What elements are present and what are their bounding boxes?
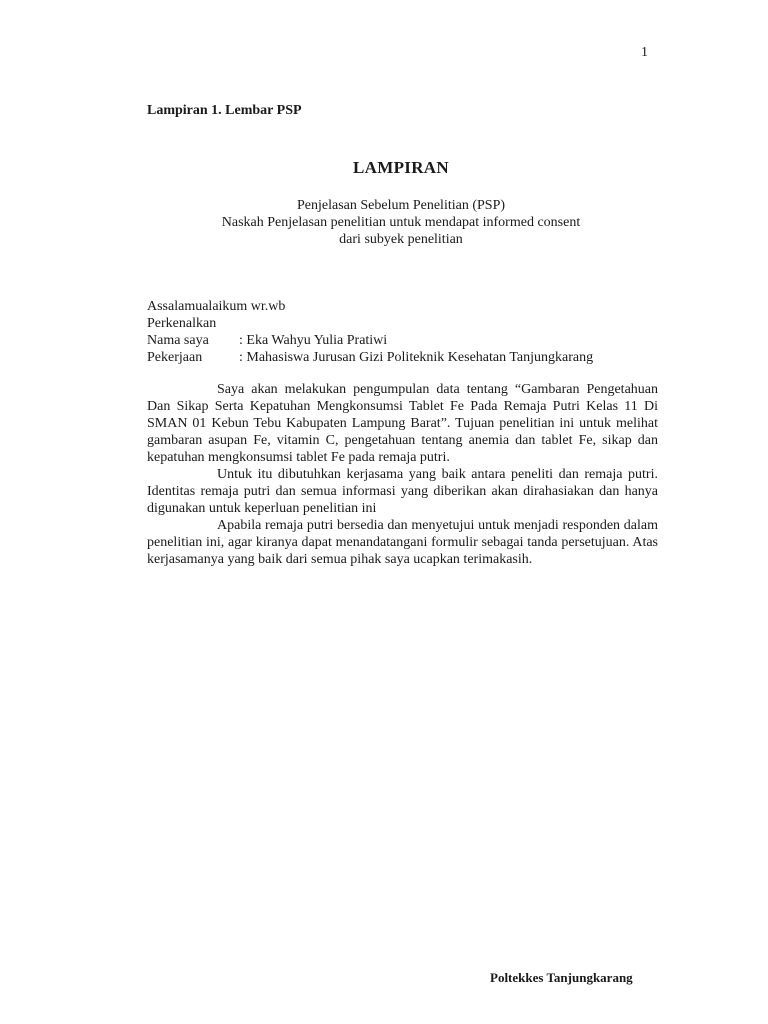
name-value: : Eka Wahyu Yulia Pratiwi [239,333,388,348]
subtitle-line: dari subyek penelitian [339,232,463,247]
document-title: LAMPIRAN [353,158,449,177]
occupation-value: : Mahasiswa Jurusan Gizi Politeknik Kesehatan Tanjungkarang [239,350,594,365]
body-paragraph: Saya akan melakukan pengumpulan data tentang “Gambaran Pengetahuan Dan Sikap Serta Kepatuhan Mengkonsumsi Tablet Fe Pada Remaja Putri Kelas 11 Di SMAN 01 Kebun Tebu Kabupaten Lampung Barat”. Tujuan penelitian ini untuk melihat gambaran asupan Fe, vitamin C, pengetahuan tentang anemia dan tablet Fe, sikap dan kepatuhan mengkonsumsi tablet Fe pada remaja putri. [147,382,658,465]
name-row [147,332,667,349]
greeting: Assalamualaikum wr.wb [147,299,286,314]
body-text [147,381,658,568]
occupation-row [147,349,667,366]
subtitle-block [0,197,768,248]
occupation-label: Pekerjaan [147,350,203,365]
name-label: Nama saya [147,333,209,348]
body-paragraph: Untuk itu dibutuhkan kerjasama yang baik antara peneliti dan remaja putri. Identitas remaja putri dan semua informasi yang diberikan akan dirahasiakan dan hanya digunakan untuk keperluan penelitian ini [147,467,658,516]
subtitle-line: Penjelasan Sebelum Penelitian (PSP) [296,198,506,213]
attachment-heading: Lampiran 1. Lembar PSP [147,103,302,118]
page-number: 1 [641,45,648,60]
body-paragraph: Apabila remaja putri bersedia dan menyetujui untuk menjadi responden dalam penelitian ini, agar kiranya dapat menandatangani formulir sebagai tanda persetujuan. Atas kerjasamanya yang baik dari semua pihak saya ucapkan terimakasih. [147,518,658,567]
introduction-line: Perkenalkan [147,316,217,331]
introduction-block [147,298,667,366]
footer-institution: Poltekkes Tanjungkarang [490,970,633,985]
subtitle-line: Naskah Penjelasan penelitian untuk mendapat informed consent [221,215,581,230]
